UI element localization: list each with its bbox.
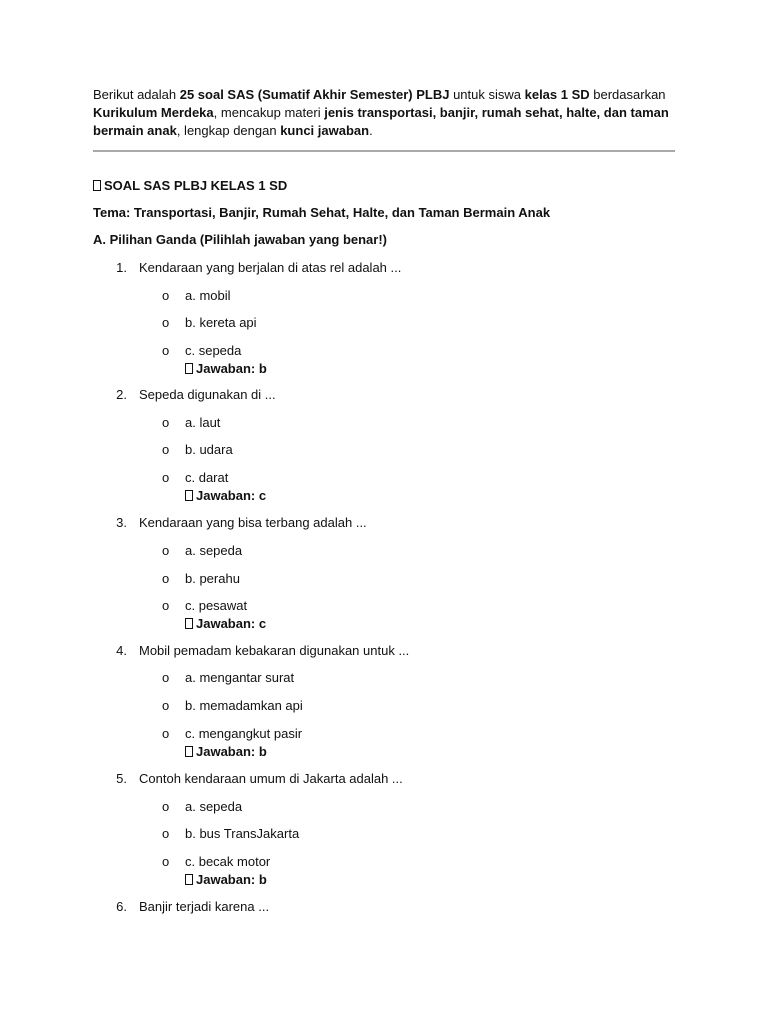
answer-text: Jawaban: b — [196, 872, 267, 887]
option-text: a. sepeda — [185, 543, 243, 558]
question-number: 2. — [116, 387, 127, 402]
missing-glyph-icon — [185, 490, 193, 501]
answer-text: Jawaban: b — [196, 744, 267, 759]
option-text: c. mengangkut pasir — [185, 726, 303, 741]
option-text: c. sepeda — [185, 343, 242, 358]
intro-text-2: untuk siswa — [449, 87, 525, 102]
answer-key — [185, 743, 267, 761]
option-text: b. memadamkan api — [185, 698, 303, 713]
answer-key — [185, 615, 266, 633]
option-bullet: o — [162, 598, 170, 613]
answer-key — [185, 871, 267, 889]
option-text: c. pesawat — [185, 598, 248, 613]
question-text: Kendaraan yang bisa terbang adalah ... — [139, 515, 367, 530]
option-bullet: o — [162, 854, 170, 869]
document-title — [93, 177, 287, 195]
option-text: b. bus TransJakarta — [185, 826, 300, 841]
answer-text: Jawaban: b — [196, 361, 267, 376]
option-bullet: o — [162, 470, 170, 485]
question-text: Kendaraan yang berjalan di atas rel adalah ... — [139, 260, 402, 275]
question-number: 6. — [116, 899, 127, 914]
horizontal-divider — [93, 150, 675, 152]
intro-bold-4: jenis transportasi, banjir, rumah sehat, halte, dan taman bermain anak — [93, 105, 669, 138]
missing-glyph-icon — [185, 746, 193, 757]
intro-text-1: Berikut adalah — [93, 87, 180, 102]
option-bullet: o — [162, 571, 170, 586]
answer-text: Jawaban: c — [196, 488, 267, 503]
answer-text: Jawaban: c — [196, 616, 267, 631]
option-bullet: o — [162, 315, 170, 330]
option-text: b. kereta api — [185, 315, 257, 330]
option-bullet: o — [162, 442, 170, 457]
option-text: a. mobil — [185, 288, 231, 303]
document-title-text: SOAL SAS PLBJ KELAS 1 SD — [104, 178, 288, 193]
question-number: 1. — [116, 260, 127, 275]
question-text: Mobil pemadam kebakaran digunakan untuk ... — [139, 643, 410, 658]
option-text: a. sepeda — [185, 799, 243, 814]
question-number: 5. — [116, 771, 127, 786]
option-bullet: o — [162, 698, 170, 713]
option-bullet: o — [162, 826, 170, 841]
option-text: c. becak motor — [185, 854, 271, 869]
option-text: b. udara — [185, 442, 233, 457]
answer-key — [185, 487, 266, 505]
option-bullet: o — [162, 415, 170, 430]
option-bullet: o — [162, 670, 170, 685]
option-bullet: o — [162, 343, 170, 358]
question-text: Sepeda digunakan di ... — [139, 387, 276, 402]
section-a-heading: A. Pilihan Ganda (Pilihlah jawaban yang benar!) — [93, 232, 387, 247]
option-bullet: o — [162, 726, 170, 741]
question-text: Contoh kendaraan umum di Jakarta adalah ... — [139, 771, 403, 786]
option-text: a. mengantar surat — [185, 670, 295, 685]
intro-text-6: . — [369, 123, 373, 138]
answer-key — [185, 360, 267, 378]
intro-text-4: , mencakup materi — [213, 105, 325, 120]
intro-text-5: , lengkap dengan — [176, 123, 281, 138]
theme-heading: Tema: Transportasi, Banjir, Rumah Sehat, Halte, dan Taman Bermain Anak — [93, 205, 551, 220]
intro-bold-5: kunci jawaban — [280, 123, 370, 138]
intro-bold-3: Kurikulum Merdeka — [93, 105, 214, 120]
intro-bold-1: 25 soal SAS (Sumatif Akhir Semester) PLBJ — [179, 87, 450, 102]
question-text: Banjir terjadi karena ... — [139, 899, 270, 914]
question-number: 3. — [116, 515, 127, 530]
option-text: a. laut — [185, 415, 221, 430]
option-text: c. darat — [185, 470, 229, 485]
option-text: b. perahu — [185, 571, 240, 586]
missing-glyph-icon — [185, 618, 193, 629]
option-bullet: o — [162, 543, 170, 558]
intro-paragraph — [93, 86, 683, 140]
question-number: 4. — [116, 643, 127, 658]
missing-glyph-icon — [185, 363, 193, 374]
missing-glyph-icon — [185, 874, 193, 885]
intro-bold-2: kelas 1 SD — [524, 87, 590, 102]
missing-glyph-icon — [93, 180, 101, 191]
option-bullet: o — [162, 799, 170, 814]
option-bullet: o — [162, 288, 170, 303]
intro-text-3: berdasarkan — [589, 87, 666, 102]
